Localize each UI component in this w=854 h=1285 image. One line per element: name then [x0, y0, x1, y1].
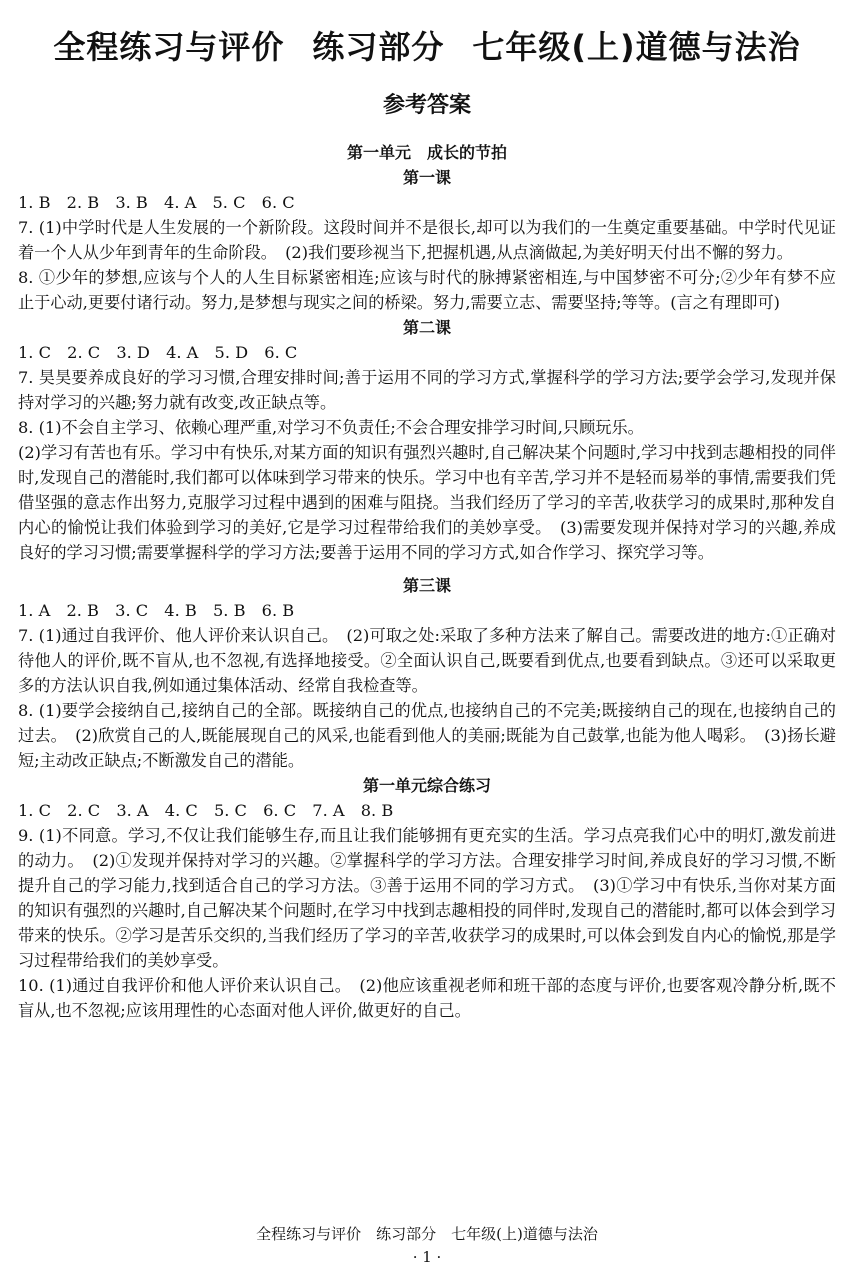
lesson2-q7: 7. 昊昊要养成良好的学习习惯,合理安排时间;善于运用不同的学习方式,掌握科学的学习方法;要学会学习,发现并保持对学习的兴趣;努力就有改变,改正缺点等。 — [18, 368, 836, 412]
unit-title: 第一单元 成长的节拍 — [346, 143, 507, 162]
header-section: 练习部分 — [312, 28, 445, 66]
lesson2-choices: 1. C 2. C 3. D 4. A 5. D 6. C — [18, 343, 298, 362]
lesson1-q7: 7. (1)中学时代是人生发展的一个新阶段。这段时间并不是很长,却可以为我们的一生奠定重要基础。中学时代见证着一个人从少年到青年的生命阶段。 (2)我们要珍视当下,把握机遇,从点滴做起,为美好明天付出不懈的努力。 — [18, 218, 836, 262]
review-q9: 9. (1)不同意。学习,不仅让我们能够生存,而且让我们能够拥有更充实的生活。学习点亮我们心中的明灯,激发前进的动力。 (2)①发现并保持对学习的兴趣。②掌握科学的学习方法。合理安排学习时间,养成良好的学习习惯,不断提升自己的学习能力,找到适合自己的学习方法。③善于运用不同的学习方式。 (3)①学习中有快乐,当你对某方面的知识有强烈的兴趣时,自己解决某个问题时,在学习中找到志趣相投的同伴时,发现自己的潜能时,都可以体会到学习带来的快乐。②学习是苦乐交织的,当我们经历了学习的辛苦,收获学习的成果时,可以体会到发自内心的愉悦,那是学习过程带给我们的美妙享受。 — [18, 826, 836, 970]
page-header — [0, 22, 854, 68]
lesson2-q8b: (2)学习有苦也有乐。学习中有快乐,对某方面的知识有强烈兴趣时,自己解决某个问题时,学习中找到志趣相投的同伴时,发现自己的潜能时,我们都可以体味到学习带来的快乐。学习中也有辛苦,学习并不是轻而易举的事情,需要我们凭借坚强的意志作出努力,克服学习过程中遇到的困难与阻挠。当我们经历了学习的辛苦,收获学习的成果时,那种发自内心的愉悦让我们体验到学习的美好,它是学习过程带给我们的美妙享受。 (3)需要发现并保持对学习的兴趣,养成良好的学习习惯;需要掌握科学的学习方法;要善于运用不同的学习方式,如合作学习、探究学习等。 — [18, 443, 836, 562]
lesson3-choices: 1. A 2. B 3. C 4. B 5. B 6. B — [18, 601, 295, 620]
lesson1-q8: 8. ①少年的梦想,应该与个人的人生目标紧密相连;应该与时代的脉搏紧密相连,与中国梦密不可分;②少年有梦不应止于心动,更要付诸行动。努力,是梦想与现实之间的桥梁。努力,需要立志、需要坚持;等等。(言之有理即可) — [18, 268, 836, 312]
header-book-title: 全程练习与评价 — [53, 28, 285, 66]
lesson2-q8a: 8. (1)不会自主学习、依赖心理严重,对学习不负责任;不会合理安排学习时间,只顾玩乐。 — [18, 418, 644, 437]
page-number: · 1 · — [412, 1248, 442, 1266]
review-q10: 10. (1)通过自我评价和他人评价来认识自己。 (2)他应该重视老师和班干部的态度与评价,也要客观冷静分析,既不盲从,也不忽视;应该用理性的心态面对他人评价,做更好的自己。 — [18, 976, 836, 1020]
lesson3-q7: 7. (1)通过自我评价、他人评价来认识自己。 (2)可取之处:采取了多种方法来了解自己。需要改进的地方:①正确对待他人的评价,既不盲从,也不忽视,有选择地接受。②全面认识自己,既要看到优点,也要看到缺点。③还可以采取更多的方法认识自我,例如通过集体活动、经常自我检查等。 — [18, 626, 836, 695]
review-title: 第一单元综合练习 — [362, 776, 491, 795]
lesson2-title: 第二课 — [402, 318, 451, 337]
answer-content — [18, 140, 836, 1023]
review-choices: 1. C 2. C 3. A 4. C 5. C 6. C 7. A 8. B — [18, 801, 394, 820]
lesson3-title: 第三课 — [402, 576, 451, 595]
lesson1-choices: 1. B 2. B 3. B 4. A 5. C 6. C — [18, 193, 295, 212]
header-grade-subject: 七年级(上)道德与法治 — [472, 28, 801, 66]
page-footer: 全程练习与评价 练习部分 七年级(上)道德与法治 — [256, 1225, 598, 1243]
lesson1-title: 第一课 — [402, 168, 451, 187]
lesson3-q8: 8. (1)要学会接纳自己,接纳自己的全部。既接纳自己的优点,也接纳自己的不完美;既接纳自己的现在,也接纳自己的过去。 (2)欣赏自己的人,既能展现自己的风采,也能看到他人的美丽;既能为自己鼓掌,也能为他人喝彩。 (3)扬长避短;主动改正缺点;不断激发自己的潜能。 — [18, 701, 836, 770]
page-subtitle: 参考答案 — [382, 93, 471, 118]
